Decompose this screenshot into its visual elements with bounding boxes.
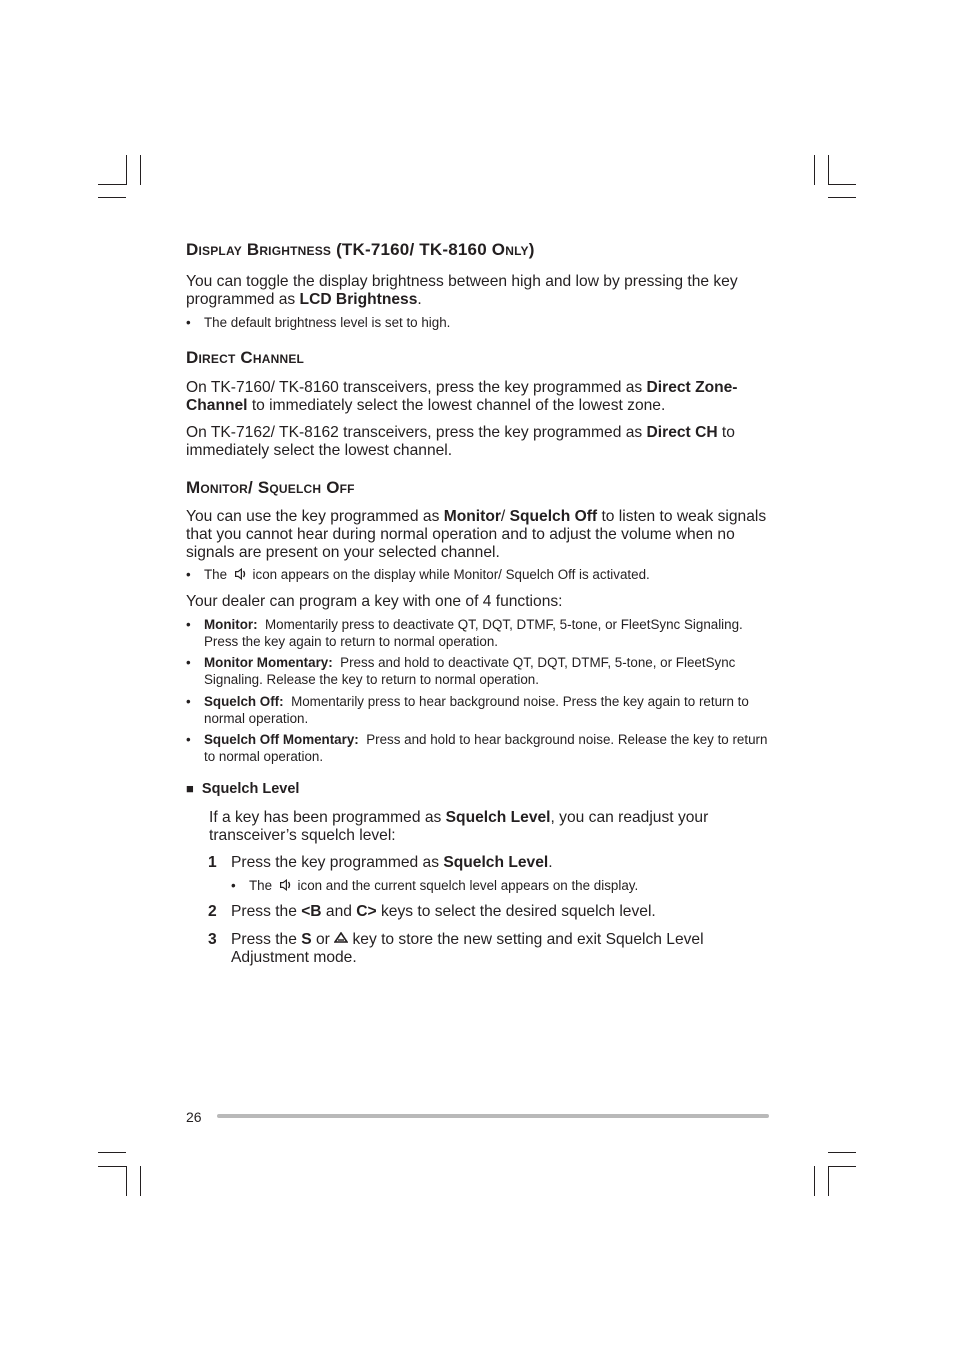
text: . (548, 854, 553, 871)
subheading-squelch-level (186, 781, 299, 797)
function-text: Momentarily press to hear background noise. Press the key again to return to normal operation. (204, 694, 749, 726)
text: You can use the key programmed as (186, 508, 444, 525)
speaker-icon (278, 878, 292, 892)
paragraph-monitor-1 (186, 508, 770, 562)
subheading-text: Squelch Level (201, 781, 300, 797)
text: The (249, 878, 276, 893)
crop-mark (828, 1152, 856, 1153)
function-text: Press and hold to hear background noise. Release the key to return to normal operation. (204, 732, 768, 764)
step-1-note (231, 878, 770, 895)
paragraph-monitor-2: Your dealer can program a key with one of 4 functions: (186, 593, 563, 610)
crop-mark (98, 197, 126, 198)
key-name: C> (356, 903, 377, 920)
step-text (231, 931, 771, 967)
step-number: 2 (208, 903, 217, 920)
crop-mark (98, 1166, 126, 1167)
step-text (231, 854, 771, 872)
function-item (186, 655, 770, 688)
bullet-item (186, 315, 770, 332)
crop-mark (140, 1166, 141, 1196)
crop-mark (828, 184, 856, 185)
bullet: • (186, 732, 191, 747)
crop-mark (828, 1166, 829, 1196)
function-item (186, 694, 770, 727)
paragraph-squelch-intro (209, 809, 770, 845)
text: / (500, 508, 510, 525)
text: icon and the current squelch level appears on the display. (293, 878, 639, 893)
key-name: Squelch Level (445, 809, 551, 826)
step-number: 3 (208, 931, 217, 948)
key-name: Direct Zone-Channel (186, 379, 738, 414)
text: The (204, 567, 231, 582)
function-text: Momentarily press to deactivate QT, DQT, DTMF, 5-tone, or FleetSync Signaling. Press the key again to return to normal operation. (204, 617, 743, 649)
step-text (231, 903, 771, 921)
bullet: • (186, 567, 191, 582)
crop-mark (98, 184, 126, 185)
paragraph-direct-1 (186, 379, 770, 415)
page-number: 26 (186, 1109, 202, 1125)
function-label: Monitor: (204, 617, 258, 632)
bullet-text: The default brightness level is set to high. (204, 315, 451, 330)
step-number: 1 (208, 854, 217, 871)
crop-mark (828, 1166, 856, 1167)
crop-mark (126, 1166, 127, 1196)
page-footer-bar (217, 1114, 769, 1118)
up-triangle-icon (334, 932, 348, 944)
crop-mark (814, 155, 815, 185)
crop-mark (140, 155, 141, 185)
step-3 (186, 931, 770, 971)
step-2 (186, 903, 770, 923)
key-name: LCD Brightness (299, 291, 418, 308)
text: , you can readjust your transceiver’s squelch level: (209, 809, 709, 844)
text: Press the key programmed as (231, 854, 444, 871)
key-name: Monitor (443, 508, 501, 525)
bullet: • (186, 694, 191, 709)
heading-display-brightness (186, 240, 535, 260)
crop-mark (814, 1166, 815, 1196)
step-1 (186, 854, 770, 874)
square-bullet: ■ (186, 781, 194, 796)
crop-mark (126, 155, 127, 185)
text: On TK-7160/ TK-8160 transceivers, press the key programmed as (186, 379, 647, 396)
heading-direct-channel (186, 348, 304, 368)
text: keys to select the desired squelch level. (376, 903, 656, 920)
text: On TK-7162/ TK-8162 transceivers, press the key programmed as (186, 424, 647, 441)
text: If a key has been programmed as (209, 809, 446, 826)
paragraph-brightness (186, 273, 770, 309)
function-label: Squelch Off: (204, 694, 284, 709)
heading-close: ) (528, 240, 535, 259)
text: to listen to weak signals that you cannot hear during normal operation and to adjust the volume when no signals are present on your selected channel. (186, 508, 767, 561)
function-label: Squelch Off Momentary: (204, 732, 359, 747)
heading-text: Monitor/ (186, 478, 253, 497)
text: . (417, 291, 422, 308)
heading-text: Squelch Off (252, 478, 355, 497)
heading-text: Direct Channel (186, 348, 305, 367)
function-text: Press and hold to deactivate QT, DQT, DTMF, 5-tone, or FleetSync Signaling. Release the key to return to normal operation. (204, 655, 736, 687)
heading-suffix: (TK-7160/ TK-8160 (336, 240, 492, 259)
bullet: • (186, 617, 191, 632)
key-name: Squelch Level (443, 854, 549, 871)
text: You can toggle the display brightness between high and low by pressing the key programmed as (186, 273, 738, 308)
text: icon appears on the display while Monitor/ Squelch Off is activated. (248, 567, 650, 582)
bullet-item (186, 567, 770, 584)
text: and (321, 903, 357, 920)
key-name: Direct CH (646, 424, 718, 441)
function-item (186, 732, 770, 765)
text: key to store the new setting and exit Squelch Level Adjustment mode. (231, 931, 704, 966)
bullet: • (231, 878, 236, 893)
key-name: <B (301, 903, 322, 920)
crop-mark (828, 197, 856, 198)
key-name: Squelch Off (509, 508, 598, 525)
text: Press the (231, 931, 302, 948)
text: to immediately select the lowest channel of the lowest zone. (247, 397, 666, 414)
text: to immediately select the lowest channel. (186, 424, 735, 459)
key-name: S (301, 931, 312, 948)
text: or (311, 931, 335, 948)
text: Press the (231, 903, 302, 920)
crop-mark (828, 155, 829, 185)
bullet: • (186, 655, 191, 670)
paragraph-direct-2 (186, 424, 770, 460)
heading-monitor-squelch (186, 478, 355, 498)
bullet: • (186, 315, 191, 330)
speaker-icon (233, 567, 247, 581)
function-item (186, 617, 770, 650)
heading-only: Only (491, 240, 529, 259)
heading-text: Display Brightness (186, 240, 332, 259)
function-label: Monitor Momentary: (204, 655, 333, 670)
crop-mark (98, 1152, 126, 1153)
